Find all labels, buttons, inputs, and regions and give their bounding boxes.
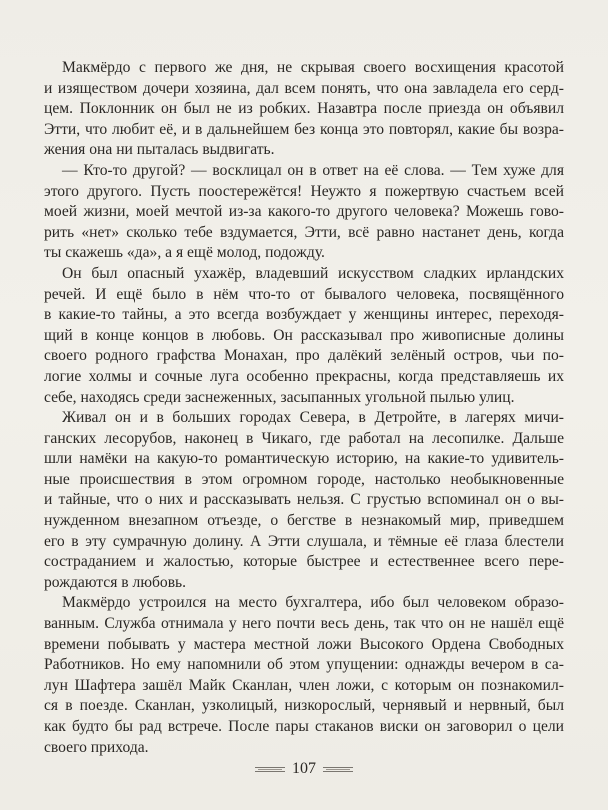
text-line: ты скажешь «да», а я ещё молод, подожду. — [44, 244, 325, 262]
paragraph — [44, 264, 564, 408]
text-line: шли намёки на какую-то романтическую историю, на какие-то удивитель- — [44, 450, 564, 468]
text-line: ганских лесорубов, наконец в Чикаго, где работал на лесопилке. Дальше — [44, 429, 564, 447]
text-line: речей. И ещё было в нём что-то от бывалого человека, посвящённого — [44, 285, 564, 303]
page-footer — [0, 758, 608, 780]
text-line: цем. Поклонник он был не из робких. Назавтра после приезда он объявил — [44, 100, 564, 118]
text-line: моей жизни, моей мечтой из-за какого-то другого человека? Можешь гово- — [44, 203, 564, 221]
paragraph — [44, 161, 564, 264]
text-line: и изяществом дочери хозяина, дал всем понять, что она завладела его серд- — [44, 79, 564, 97]
text-line: — Кто-то другой? — восклицал он в ответ на её слова. — Тем хуже для — [62, 161, 564, 179]
text-line: ся в поезде. Сканлан, узколицый, низкорослый, чернявый и нервный, был — [44, 697, 564, 715]
text-line: Он был опасный ухажёр, владевший искусством сладких ирландских — [62, 264, 564, 282]
text-line: Работников. Но ему напомнили об этом упущении: однажды вечером в са- — [44, 656, 564, 674]
left-ornament-icon — [255, 766, 285, 773]
text-line: Макмёрдо устроился на место бухгалтера, ибо был человеком образо- — [62, 594, 564, 612]
text-line: его в эту сумрачную долину. А Этти слушала, и тёмные её глаза блестели — [44, 532, 564, 550]
text-line: своего родного графства Монахан, про далёкий зелёный остров, чьи по- — [44, 347, 564, 365]
text-line: и тайные, что о них и рассказывать нельзя. С грустью вспоминал он о вы- — [44, 491, 564, 509]
text-line: времени побывать у мастера местной ложи Высокого Ордена Свободных — [44, 635, 564, 653]
text-line: рождаются в любовь. — [44, 573, 187, 591]
text-line: ные происшествия в этом огромном городе, настолько необыкновенные — [44, 470, 564, 488]
page-number: 107 — [292, 760, 316, 777]
text-line: Макмёрдо с первого же дня, не скрывая своего восхищения красотой — [62, 59, 564, 76]
text-line: в какие-то тайны, а это всегда возбуждает у женщины интерес, переходя- — [44, 306, 564, 324]
text-line: этого другого. Пусть поостережётся! Неужто я пожертвую счастьем всей — [44, 182, 564, 200]
body-text — [44, 58, 564, 758]
text-line: лун Шафтера зашёл Майк Сканлан, член ложи, с которым он познакомил- — [44, 676, 564, 694]
paragraph — [44, 58, 564, 161]
text-line: ванным. Служба отнимала у него почти весь день, так что он не нашёл ещё — [44, 615, 564, 633]
text-line: состраданием и жалостью, которые быстрее и естественнее всего пере- — [44, 553, 564, 571]
text-line: рить «нет» сколько тебе вздумается, Этти, всё равно настанет день, когда — [44, 223, 564, 241]
text-line: как будто бы рад встрече. После пары стаканов виски он заговорил о цели — [44, 718, 564, 735]
text-line: щий в конце концов в любовь. Он рассказывал про живописные долины — [44, 326, 564, 344]
paragraph — [44, 593, 564, 758]
text-line: нужденном внезапном отъезде, о бегстве в незнакомый мир, приведшем — [44, 512, 564, 530]
right-ornament-icon — [323, 766, 353, 773]
text-line: жения она ни пыталась выдвигать. — [44, 141, 275, 159]
text-line: Этти, что любит её, и в дальнейшем без конца это повторял, какие бы возра- — [44, 120, 564, 138]
paragraph — [44, 408, 564, 593]
text-line: Живал он и в больших городах Севера, в Детройте, в лагерях мичи- — [62, 409, 564, 427]
text-line: своего прихода. — [44, 738, 149, 756]
text-line: логие холмы и сочные луга особенно прекрасны, когда представляешь их — [44, 367, 564, 385]
text-line: себе, находясь среди заснеженных, засыпанных угольной пылью улиц. — [44, 388, 515, 406]
